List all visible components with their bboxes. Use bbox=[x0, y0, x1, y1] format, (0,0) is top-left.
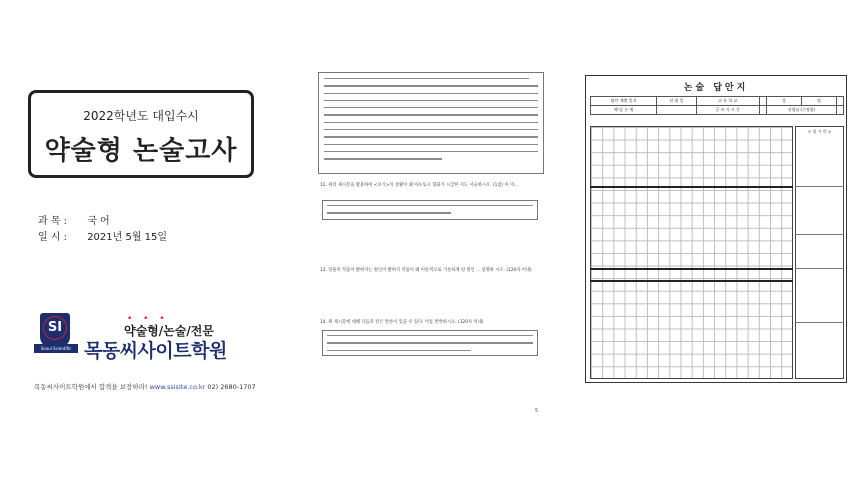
section-separator bbox=[590, 280, 793, 282]
section-separator bbox=[590, 186, 793, 188]
page-number: 5 bbox=[535, 408, 539, 414]
header-cell bbox=[837, 106, 844, 115]
header-cell bbox=[657, 106, 696, 115]
header-cell: 성 bbox=[766, 97, 801, 106]
question-14: 14. 위 제시문에 대해 다음과 같은 반론이 있을 수 있다. 이를 반박하시오. (120자 이내) bbox=[320, 320, 484, 325]
academy-name: 목동씨사이트학원 bbox=[84, 340, 227, 362]
question-12-box bbox=[322, 200, 538, 220]
cover-title-box bbox=[28, 90, 254, 178]
cover-year-line: 2022학년도 대입수시 bbox=[83, 109, 199, 123]
evaluation-label: < 평 가 란 > bbox=[807, 129, 832, 134]
logo-mark: SI bbox=[47, 320, 63, 335]
question-13: 13. 밑줄의 작품이 밝혀지는 원인이 밝혀지 작품이 왜 이론적으로 거론하게 된 원인 ... 설명하 시오. (120자 이내) bbox=[320, 268, 532, 273]
header-cell: 해 당 논 제 bbox=[591, 106, 657, 115]
logo-subtitle: 약술형/논술/전문 bbox=[124, 324, 214, 338]
header-cell bbox=[837, 97, 844, 106]
cover-title: 약술형 논술고사 bbox=[44, 136, 238, 166]
subject-value: 국 어 bbox=[87, 216, 110, 227]
evaluation-divider bbox=[795, 268, 844, 269]
answer-sheet-title: 논술 답안지 bbox=[683, 83, 749, 93]
header-cell bbox=[759, 97, 766, 106]
header-cell: 선생님 (수정함) bbox=[766, 106, 836, 115]
subject-label: 과 목 : bbox=[38, 216, 68, 227]
section-separator bbox=[590, 268, 793, 270]
evaluation-divider bbox=[795, 322, 844, 323]
footer-url[interactable]: www.ssisite.co.kr bbox=[149, 383, 206, 391]
header-cell: 답안 제출 일자 bbox=[591, 97, 657, 106]
footer-text: 목동씨사이트학원에서 합격을 보장하라! bbox=[34, 383, 148, 391]
cover-footer bbox=[34, 382, 256, 391]
header-cell: 명 bbox=[801, 97, 836, 106]
evaluation-column bbox=[795, 126, 844, 379]
academy-logo-icon bbox=[40, 313, 70, 347]
subject-line bbox=[38, 212, 110, 227]
header-cell: 글 쓰 기 시 간 bbox=[696, 106, 759, 115]
header-cell: 고 등 학 교 bbox=[696, 97, 759, 106]
manuscript-grid[interactable] bbox=[590, 126, 793, 379]
date-line bbox=[38, 228, 167, 243]
date-label: 일 시 : bbox=[38, 232, 68, 243]
footer-phone: 02) 2680-1707 bbox=[207, 383, 256, 391]
header-cell: 년 월 일 bbox=[657, 97, 696, 106]
logo-dots: • • • bbox=[127, 314, 169, 324]
passage-box bbox=[318, 72, 544, 174]
question-14-box bbox=[322, 330, 538, 356]
logo-ring bbox=[43, 316, 67, 340]
answer-sheet-header bbox=[590, 96, 844, 115]
logo-ribbon: Seoul Scientific Institute bbox=[34, 344, 78, 353]
evaluation-divider bbox=[795, 186, 844, 187]
evaluation-divider bbox=[795, 234, 844, 235]
question-12: 12. 위의 제시문을 활용하여 <보기>의 상황이 왜 아포토시 형화가 시급한 지도 서술하시오. (1점) 이 미... bbox=[320, 183, 519, 188]
header-cell bbox=[759, 106, 766, 115]
date-value: 2021년 5월 15일 bbox=[87, 232, 168, 243]
